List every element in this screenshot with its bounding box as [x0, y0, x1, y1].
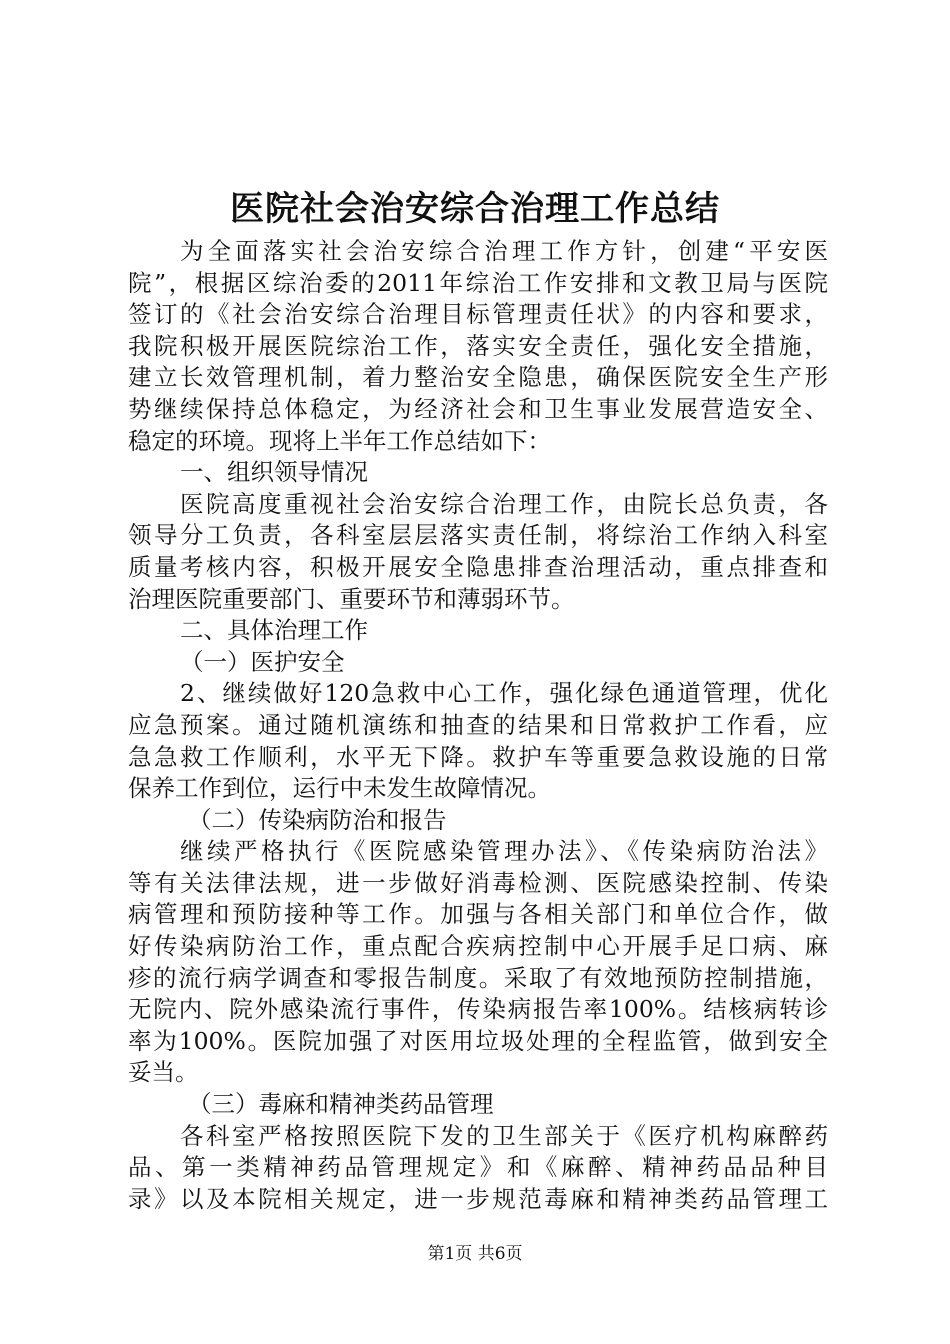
document-body — [128, 236, 828, 1215]
subsection-heading: （一）医护安全 — [180, 647, 345, 676]
paragraph-line: 我院积极开展医院综治工作，落实安全责任，强化安全措施， — [128, 331, 828, 360]
section-heading: 二、具体治理工作 — [180, 616, 368, 645]
paragraph-line: 签订的《社会治安综合治理目标管理责任状》的内容和要求， — [128, 300, 828, 329]
section-heading: 一、组织领导情况 — [180, 458, 368, 487]
paragraph-line: 急急救工作顺利，水平无下降。救护车等重要急救设施的日常 — [128, 742, 828, 771]
paragraph-line: 领导分工负责，各科室层层落实责任制，将综治工作纳入科室 — [128, 521, 828, 550]
paragraph-line: 病管理和预防接种等工作。加强与各相关部门和单位合作，做 — [128, 900, 828, 929]
page-footer: 第1页 共6页 — [427, 1244, 523, 1264]
paragraph-line: 继续严格执行《医院感染管理办法》、《传染病防治法》 — [180, 837, 828, 866]
paragraph-line: 录》以及本院相关规定，进一步规范毒麻和精神类药品管理工 — [128, 1184, 828, 1213]
paragraph-line: 建立长效管理机制，着力整治安全隐患，确保医院安全生产形 — [128, 363, 828, 392]
paragraph-line: 为全面落实社会治安综合治理工作方针，创建“平安医 — [180, 237, 828, 265]
paragraph-line: 势继续保持总体稳定，为经济社会和卫生事业发展营造安全、 — [128, 394, 828, 423]
paragraph-line: 品、第一类精神药品管理规定》和《麻醉、精神药品品种目 — [128, 1153, 828, 1182]
paragraph-line: 妥当。 — [128, 1058, 199, 1087]
paragraph-line: 质量考核内容，积极开展安全隐患排查治理活动，重点排查和 — [128, 552, 828, 581]
paragraph-line: 无院内、院外感染流行事件，传染病报告率100%。结核病转诊 — [128, 995, 828, 1024]
paragraph-line: 保养工作到位，运行中未发生故障情况。 — [128, 774, 551, 803]
paragraph-line: 应急预案。通过随机演练和抽查的结果和日常救护工作看，应 — [128, 710, 828, 739]
paragraph-line: 院”，根据区综治委的2011年综治工作安排和文教卫局与医院 — [128, 268, 828, 297]
paragraph-line: 疹的流行病学调查和零报告制度。采取了有效地预防控制措施， — [128, 963, 828, 992]
paragraph-line: 治理医院重要部门、重要环节和薄弱环节。 — [128, 584, 575, 613]
paragraph-line: 好传染病防治工作，重点配合疾病控制中心开展手足口病、麻 — [128, 932, 828, 961]
paragraph-line: 率为100%。医院加强了对医用垃圾处理的全程监管，做到安全 — [128, 1026, 828, 1055]
paragraph-line: 等有关法律法规，进一步做好消毒检测、医院感染控制、传染 — [128, 868, 828, 897]
subsection-heading: （三）毒麻和精神类药品管理 — [188, 1090, 494, 1119]
paragraph-line: 医院高度重视社会治安综合治理工作，由院长总负责，各 — [180, 489, 828, 518]
paragraph-line: 各科室严格按照医院下发的卫生部关于《医疗机构麻醉药 — [180, 1121, 828, 1150]
subsection-heading: （二）传染病防治和报告 — [188, 805, 447, 834]
paragraph-line: 稳定的环境。现将上半年工作总结如下： — [128, 426, 551, 455]
document-title: 医院社会治安综合治理工作总结 — [230, 189, 720, 229]
paragraph-line: 2、继续做好120急救中心工作，强化绿色通道管理，优化 — [180, 679, 828, 708]
